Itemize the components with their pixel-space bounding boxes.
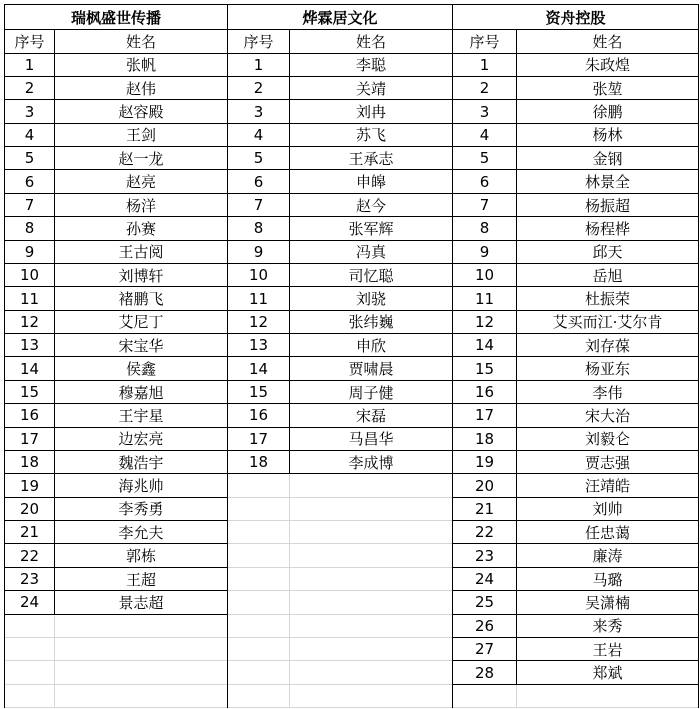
row-number: 9 xyxy=(228,241,290,263)
row-number: 16 xyxy=(5,404,55,426)
person-name: 李伟 xyxy=(592,383,623,402)
empty-row xyxy=(5,638,227,661)
person-name: 任忠蔼 xyxy=(584,523,630,542)
person-name: 宋磊 xyxy=(355,406,386,425)
table-row xyxy=(228,241,452,264)
table-row xyxy=(453,217,698,240)
table-row xyxy=(228,404,452,427)
row-number: 5 xyxy=(228,147,290,169)
person-name: 侯鑫 xyxy=(125,360,156,379)
row-number: 2 xyxy=(228,77,290,99)
person-name: 关靖 xyxy=(355,79,386,98)
row-number: 27 xyxy=(453,638,517,660)
person-name: 刘冉 xyxy=(355,103,386,122)
table-row xyxy=(5,428,227,451)
person-name: 林景全 xyxy=(584,173,630,192)
person-name: 马昌华 xyxy=(348,430,394,449)
table-row xyxy=(453,287,698,310)
empty-row xyxy=(228,474,452,497)
table-row xyxy=(228,287,452,310)
person-name: 王超 xyxy=(125,570,156,589)
header-row xyxy=(5,30,227,53)
row-number: 14 xyxy=(5,357,55,379)
empty-cell xyxy=(290,638,452,660)
row-number: 24 xyxy=(5,591,55,613)
row-number: 18 xyxy=(5,451,55,473)
person-name: 王岩 xyxy=(592,640,623,659)
table-row xyxy=(453,544,698,567)
table-row xyxy=(5,241,227,264)
person-name: 赵今 xyxy=(355,196,386,215)
row-number: 3 xyxy=(453,100,517,122)
table-row xyxy=(5,77,227,100)
empty-cell xyxy=(290,685,452,707)
table-row xyxy=(453,568,698,591)
row-number: 13 xyxy=(5,334,55,356)
person-name: 马璐 xyxy=(592,570,623,589)
table-row xyxy=(228,334,452,357)
person-name: 汪靖皓 xyxy=(584,477,630,496)
empty-row xyxy=(228,521,452,544)
empty-cell xyxy=(55,615,227,637)
person-name: 朱政煌 xyxy=(584,56,630,75)
person-name: 杨程桦 xyxy=(584,219,630,238)
row-number: 2 xyxy=(5,77,55,99)
person-name: 艾尼丁 xyxy=(118,313,164,332)
header-row xyxy=(453,30,698,53)
row-number: 15 xyxy=(453,357,517,379)
row-number: 11 xyxy=(228,287,290,309)
table-row xyxy=(5,287,227,310)
person-name: 廉涛 xyxy=(592,547,623,566)
group-column xyxy=(4,4,227,708)
table-row xyxy=(228,170,452,193)
table-row xyxy=(453,100,698,123)
person-name: 金钢 xyxy=(592,149,623,168)
empty-cell xyxy=(517,685,698,707)
table-row xyxy=(5,170,227,193)
person-name: 王宇星 xyxy=(118,406,164,425)
person-name: 邱天 xyxy=(592,243,623,262)
person-name: 刘帅 xyxy=(592,500,623,519)
table-row xyxy=(5,568,227,591)
person-name: 赵伟 xyxy=(125,79,156,98)
table-row xyxy=(453,474,698,497)
person-name: 赵亮 xyxy=(125,173,156,192)
row-number: 18 xyxy=(453,428,517,450)
table-row xyxy=(453,311,698,334)
row-number: 14 xyxy=(453,334,517,356)
group-title: 资舟控股 xyxy=(453,4,698,30)
table-row xyxy=(228,147,452,170)
table-row xyxy=(453,357,698,380)
table-row xyxy=(228,54,452,77)
header-name: 姓名 xyxy=(355,32,386,51)
empty-cell xyxy=(228,544,290,566)
empty-cell xyxy=(228,638,290,660)
row-number: 6 xyxy=(453,170,517,192)
person-name: 贾啸晨 xyxy=(348,360,394,379)
empty-row xyxy=(228,591,452,614)
table-row xyxy=(5,404,227,427)
row-number: 26 xyxy=(453,615,517,637)
row-number: 20 xyxy=(5,498,55,520)
empty-cell xyxy=(290,521,452,543)
empty-cell xyxy=(228,568,290,590)
row-number: 10 xyxy=(453,264,517,286)
person-name: 刘骁 xyxy=(355,290,386,309)
empty-cell xyxy=(290,661,452,683)
table-row xyxy=(228,357,452,380)
person-name: 景志超 xyxy=(118,593,164,612)
empty-cell xyxy=(55,685,227,707)
table-row xyxy=(453,521,698,544)
empty-cell xyxy=(228,615,290,637)
row-number: 21 xyxy=(5,521,55,543)
table-row xyxy=(228,217,452,240)
person-name: 杨洋 xyxy=(125,196,156,215)
row-number: 1 xyxy=(453,54,517,76)
person-name: 周子健 xyxy=(348,383,394,402)
row-number: 11 xyxy=(5,287,55,309)
table-row xyxy=(5,54,227,77)
table-row xyxy=(5,521,227,544)
person-name: 宋宝华 xyxy=(118,336,164,355)
table-row xyxy=(453,147,698,170)
row-number: 12 xyxy=(228,311,290,333)
row-number: 21 xyxy=(453,498,517,520)
table-row xyxy=(453,77,698,100)
empty-cell xyxy=(228,498,290,520)
table-row xyxy=(453,591,698,614)
empty-cell xyxy=(290,474,452,496)
person-name: 李允夫 xyxy=(118,523,164,542)
table-row xyxy=(228,428,452,451)
group-column xyxy=(452,4,699,708)
row-number: 10 xyxy=(5,264,55,286)
row-number: 10 xyxy=(228,264,290,286)
row-number: 2 xyxy=(453,77,517,99)
person-name: 来秀 xyxy=(592,617,623,636)
person-name: 魏浩宇 xyxy=(118,453,164,472)
person-name: 冯真 xyxy=(355,243,386,262)
person-name: 郑斌 xyxy=(592,664,623,683)
table-row xyxy=(5,100,227,123)
row-number: 20 xyxy=(453,474,517,496)
row-number: 23 xyxy=(453,544,517,566)
person-name: 杨振超 xyxy=(584,196,630,215)
empty-cell xyxy=(55,638,227,660)
header-number: 序号 xyxy=(5,30,55,52)
row-number: 7 xyxy=(453,194,517,216)
table-row xyxy=(228,451,452,474)
table-row xyxy=(228,264,452,287)
empty-cell xyxy=(5,638,55,660)
empty-cell xyxy=(290,544,452,566)
row-number: 18 xyxy=(228,451,290,473)
empty-row xyxy=(453,685,698,708)
table-row xyxy=(453,381,698,404)
table-row xyxy=(5,311,227,334)
row-number: 11 xyxy=(453,287,517,309)
empty-row xyxy=(228,685,452,708)
empty-row xyxy=(5,685,227,708)
person-name: 苏飞 xyxy=(355,126,386,145)
table-row xyxy=(453,661,698,684)
empty-cell xyxy=(290,591,452,613)
empty-cell xyxy=(228,591,290,613)
person-name: 张军辉 xyxy=(348,219,394,238)
row-number: 17 xyxy=(5,428,55,450)
row-number: 7 xyxy=(5,194,55,216)
row-number: 15 xyxy=(228,381,290,403)
header-name: 姓名 xyxy=(592,32,623,51)
empty-row xyxy=(228,661,452,684)
row-number: 16 xyxy=(453,381,517,403)
row-number: 24 xyxy=(453,568,517,590)
person-name: 王古阅 xyxy=(118,243,164,262)
person-name: 王剑 xyxy=(125,126,156,145)
table-row xyxy=(453,334,698,357)
table-row xyxy=(453,615,698,638)
table-row xyxy=(5,451,227,474)
person-name: 杨林 xyxy=(592,126,623,145)
table-row xyxy=(228,194,452,217)
table-row xyxy=(5,544,227,567)
row-number: 7 xyxy=(228,194,290,216)
empty-cell xyxy=(228,521,290,543)
row-number: 14 xyxy=(228,357,290,379)
person-name: 申皞 xyxy=(355,173,386,192)
empty-cell xyxy=(290,615,452,637)
table-row xyxy=(228,381,452,404)
table-row xyxy=(453,194,698,217)
table-row xyxy=(5,217,227,240)
person-name: 海兆帅 xyxy=(118,477,164,496)
table-row xyxy=(5,334,227,357)
row-number: 6 xyxy=(5,170,55,192)
table-row xyxy=(453,241,698,264)
empty-row xyxy=(228,615,452,638)
row-number: 1 xyxy=(5,54,55,76)
empty-row xyxy=(5,661,227,684)
empty-row xyxy=(228,544,452,567)
row-number: 9 xyxy=(453,241,517,263)
person-name: 宋大治 xyxy=(584,406,630,425)
empty-row xyxy=(228,638,452,661)
person-name: 王承志 xyxy=(348,149,394,168)
header-row xyxy=(228,30,452,53)
person-name: 穆嘉旭 xyxy=(118,383,164,402)
table-row xyxy=(453,264,698,287)
table-row xyxy=(5,381,227,404)
row-number: 1 xyxy=(228,54,290,76)
header-number: 序号 xyxy=(228,30,290,52)
row-number: 16 xyxy=(228,404,290,426)
table-row xyxy=(5,357,227,380)
person-name: 刘博轩 xyxy=(118,266,164,285)
person-name: 赵容殿 xyxy=(118,103,164,122)
person-name: 岳旭 xyxy=(592,266,623,285)
row-number: 28 xyxy=(453,661,517,683)
row-number: 5 xyxy=(5,147,55,169)
row-number: 8 xyxy=(228,217,290,239)
row-number: 8 xyxy=(5,217,55,239)
table-row xyxy=(5,498,227,521)
person-name: 张堃 xyxy=(592,79,623,98)
row-number: 8 xyxy=(453,217,517,239)
row-number: 6 xyxy=(228,170,290,192)
row-number: 12 xyxy=(453,311,517,333)
table-row xyxy=(5,474,227,497)
empty-cell xyxy=(453,685,517,707)
empty-cell xyxy=(5,615,55,637)
person-name: 刘毅仑 xyxy=(584,430,630,449)
empty-cell xyxy=(5,661,55,683)
row-number: 17 xyxy=(228,428,290,450)
person-name: 张纬巍 xyxy=(348,313,394,332)
empty-cell xyxy=(228,661,290,683)
row-number: 22 xyxy=(5,544,55,566)
table-row xyxy=(453,404,698,427)
person-name: 杨亚东 xyxy=(584,360,630,379)
row-number: 9 xyxy=(5,241,55,263)
person-name: 吴潇楠 xyxy=(584,593,630,612)
table-row xyxy=(5,264,227,287)
table-row xyxy=(453,428,698,451)
row-number: 19 xyxy=(5,474,55,496)
table-row xyxy=(453,124,698,147)
row-number: 23 xyxy=(5,568,55,590)
row-number: 12 xyxy=(5,311,55,333)
person-name: 赵一龙 xyxy=(118,149,164,168)
table-row xyxy=(5,194,227,217)
name-list-sheet xyxy=(4,4,696,708)
table-row xyxy=(453,170,698,193)
row-number: 22 xyxy=(453,521,517,543)
row-number: 3 xyxy=(228,100,290,122)
empty-cell xyxy=(5,685,55,707)
person-name: 艾买而江·艾尔肯 xyxy=(552,313,663,332)
table-row xyxy=(228,77,452,100)
table-row xyxy=(453,451,698,474)
person-name: 徐鹏 xyxy=(592,103,623,122)
empty-cell xyxy=(290,568,452,590)
row-number: 3 xyxy=(5,100,55,122)
person-name: 李聪 xyxy=(355,56,386,75)
person-name: 张帆 xyxy=(125,56,156,75)
table-row xyxy=(5,591,227,614)
row-number: 4 xyxy=(5,124,55,146)
empty-cell xyxy=(228,474,290,496)
person-name: 李秀勇 xyxy=(118,500,164,519)
table-row xyxy=(5,124,227,147)
person-name: 贾志强 xyxy=(584,453,630,472)
table-row xyxy=(228,100,452,123)
row-number: 4 xyxy=(228,124,290,146)
person-name: 申欣 xyxy=(355,336,386,355)
empty-row xyxy=(228,498,452,521)
table-row xyxy=(453,498,698,521)
person-name: 杜振荣 xyxy=(584,290,630,309)
empty-cell xyxy=(55,661,227,683)
table-row xyxy=(228,124,452,147)
row-number: 13 xyxy=(228,334,290,356)
person-name: 司忆聪 xyxy=(348,266,394,285)
group-title: 烨霖居文化 xyxy=(228,4,452,30)
person-name: 褚鹏飞 xyxy=(118,290,164,309)
row-number: 4 xyxy=(453,124,517,146)
group-column xyxy=(227,4,452,708)
header-number: 序号 xyxy=(453,30,517,52)
row-number: 19 xyxy=(453,451,517,473)
empty-row xyxy=(228,568,452,591)
person-name: 孙赛 xyxy=(125,219,156,238)
group-title: 瑞枫盛世传播 xyxy=(5,4,227,30)
row-number: 15 xyxy=(5,381,55,403)
table-row xyxy=(228,311,452,334)
empty-row xyxy=(5,615,227,638)
person-name: 郭栋 xyxy=(125,547,156,566)
empty-cell xyxy=(228,685,290,707)
table-row xyxy=(453,638,698,661)
header-name: 姓名 xyxy=(125,32,156,51)
empty-cell xyxy=(290,498,452,520)
row-number: 25 xyxy=(453,591,517,613)
row-number: 5 xyxy=(453,147,517,169)
table-row xyxy=(5,147,227,170)
person-name: 边宏亮 xyxy=(118,430,164,449)
person-name: 刘存葆 xyxy=(584,336,630,355)
row-number: 17 xyxy=(453,404,517,426)
table-row xyxy=(453,54,698,77)
person-name: 李成博 xyxy=(348,453,394,472)
